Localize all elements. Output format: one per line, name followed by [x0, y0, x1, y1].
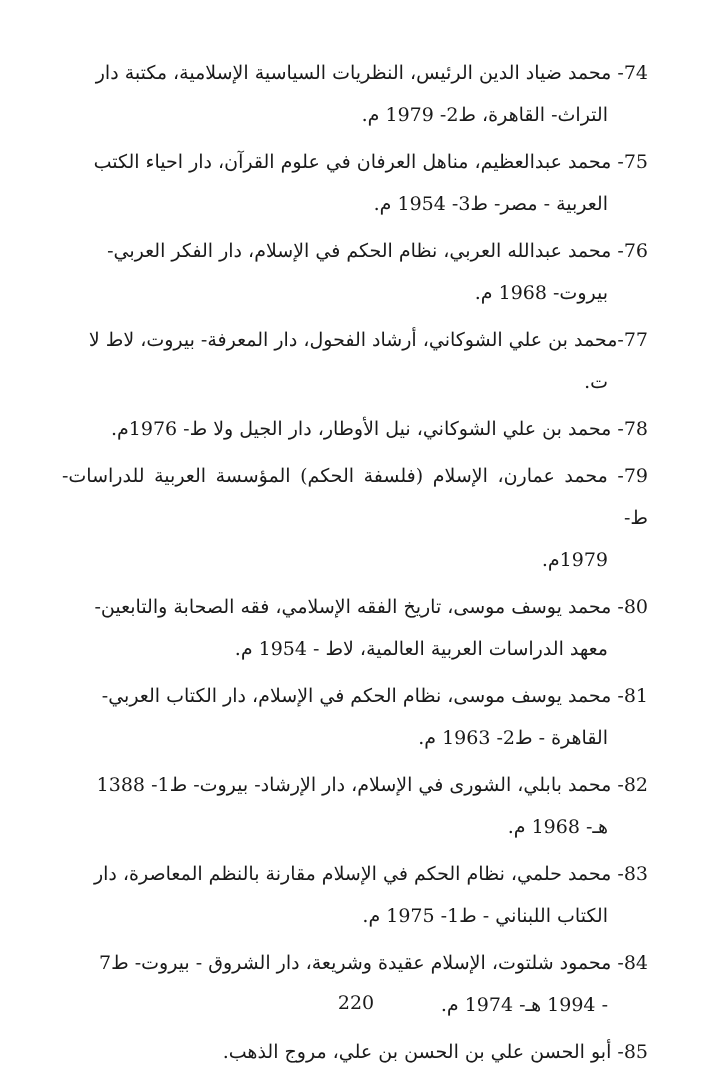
reference-entry — [62, 408, 648, 450]
reference-entry — [62, 52, 648, 136]
reference-line-2: ت. — [584, 371, 608, 393]
reference-entry — [62, 853, 648, 937]
reference-entry — [62, 230, 648, 314]
reference-line-2: القاهرة - ط2- 1963 م. — [418, 727, 608, 749]
reference-line-2: - 1994 هـ- 1974 م. — [440, 994, 608, 1016]
reference-line-2: الكتاب اللبناني - ط1- 1975 م. — [362, 905, 608, 927]
reference-list — [62, 52, 648, 1078]
reference-entry — [62, 764, 648, 848]
reference-entry — [62, 455, 648, 581]
reference-line-2: 1979م. — [541, 549, 608, 571]
reference-line-2: التراث- القاهرة، ط2- 1979 م. — [361, 104, 608, 126]
reference-line-2: معهد الدراسات العربية العالمية، لاط - 1954 م. — [234, 638, 608, 660]
reference-line-1: 82- محمد بابلي، الشورى في الإسلام، دار الإرشاد- بيروت- ط1- 1388 — [96, 774, 648, 796]
reference-line-1: 80- محمد يوسف موسى، تاريخ الفقه الإسلامي، فقه الصحابة والتابعين- — [94, 596, 648, 618]
reference-line-1: 76- محمد عبدالله العربي، نظام الحكم في الإسلام، دار الفكر العربي- — [107, 240, 648, 262]
reference-line-1: 81- محمد يوسف موسى، نظام الحكم في الإسلام، دار الكتاب العربي- — [101, 685, 648, 707]
reference-line-1: 79- محمد عمارن، الإسلام (فلسفة الحكم) المؤسسة العربية للدراسات- ط- — [62, 465, 648, 529]
reference-entry — [62, 141, 648, 225]
reference-entry — [62, 675, 648, 759]
reference-line-1: 78- محمد بن علي الشوكاني، نيل الأوطار، دار الجيل ولا ط- 1976م. — [110, 418, 648, 440]
reference-entry — [62, 586, 648, 670]
reference-entry — [62, 1031, 648, 1073]
reference-line-2: هـ- 1968 م. — [507, 816, 608, 838]
reference-line-1: 84- محمود شلتوت، الإسلام عقيدة وشريعة، دار الشروق - بيروت- ط7 — [99, 952, 648, 974]
reference-entry — [62, 319, 648, 403]
reference-line-1: 74- محمد ضياد الدين الرئيس، النظريات السياسية الإسلامية، مكتبة دار — [95, 62, 648, 84]
reference-line-2: العربية - مصر- ط3- 1954 م. — [373, 193, 608, 215]
reference-line-1: 83- محمد حلمي، نظام الحكم في الإسلام مقارنة بالنظم المعاصرة، دار — [93, 863, 648, 885]
page-number: 220 — [337, 992, 375, 1014]
reference-line-1: 75- محمد عبدالعظيم، مناهل العرفان في علوم القرآن، دار احياء الكتب — [93, 151, 648, 173]
reference-line-1: 85- أبو الحسن علي بن الحسن بن علي، مروج الذهب. — [222, 1041, 648, 1063]
reference-line-1: 77-محمد بن علي الشوكاني، أرشاد الفحول، دار المعرفة- بيروت، لاط لا — [88, 329, 648, 351]
reference-line-2: بيروت- 1968 م. — [474, 282, 608, 304]
